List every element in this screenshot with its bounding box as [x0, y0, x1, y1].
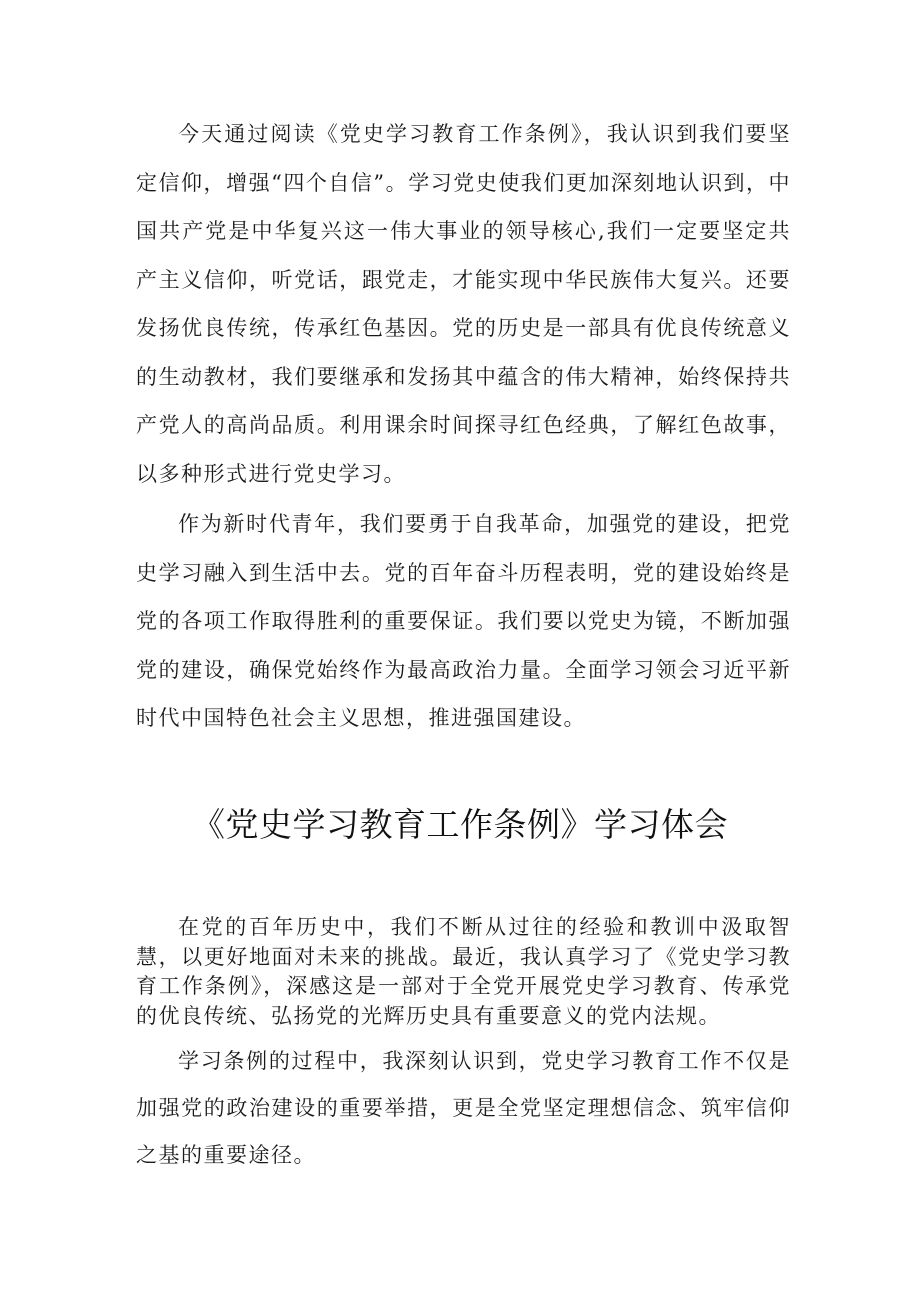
paragraph: 作为新时代青年，我们要勇于自我革命，加强党的建设，把党史学习融入到生活中去。党的百年奋斗历程表明，党的建设始终是党的各项工作取得胜利的重要保证。我们要以党史为镜，不断加强党的建设，确保党始终作为最高政治力量。全面学习领会习近平新时代中国特色社会主义思想，推进强国建设。 [136, 512, 791, 730]
paragraph: 今天通过阅读《党史学习教育工作条例》，我认识到我们要坚定信仰，增强“四个自信”。学习党史使我们更加深刻地认识到，中国共产党是中华复兴这一伟大事业的领导核心,我们一定要坚定共产主义信仰，听党话，跟党走，才能实现中华民族伟大复兴。还要发扬优良传统，传承红色基因。党的历史是一部具有优良传统意义的生动教材，我们要继承和发扬其中蕴含的伟大精神，始终保持共产党人的高尚品质。利用课余时间探寻红色经典，了解红色故事，以多种形式进行党史学习。 [136, 122, 791, 486]
paragraph: 在党的百年历史中，我们不断从过往的经验和教训中汲取智慧，以更好地面对未来的挑战。最近，我认真学习了《党史学习教育工作条例》，深感这是一部对于全党开展党史学习教育、传承党的优良传统、弘扬党的光辉历史具有重要意义的党内法规。 [136, 915, 791, 1028]
section-title: 《党史学习教育工作条例》学习体会 [192, 805, 728, 844]
paragraph: 学习条例的过程中，我深刻认识到，党史学习教育工作不仅是加强党的政治建设的重要举措，更是全党坚定理想信念、筑牢信仰之基的重要途径。 [136, 1049, 791, 1167]
